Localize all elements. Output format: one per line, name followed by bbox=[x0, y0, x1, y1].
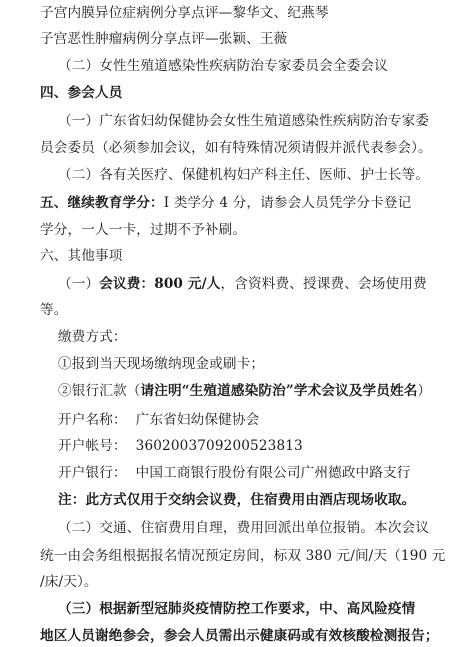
text-segment: ②银行汇款（ bbox=[58, 383, 141, 399]
text-line bbox=[40, 28, 287, 50]
text-line bbox=[40, 245, 122, 267]
text-line bbox=[40, 545, 446, 567]
text-segment: （二）女性生殖道感染性疾病防治专家委员会全委会议 bbox=[58, 58, 388, 74]
text-line bbox=[40, 192, 411, 214]
text-segment: 等。 bbox=[40, 302, 68, 318]
text-segment: 四、参会人员 bbox=[40, 85, 123, 101]
text-segment: 注：此方式仅用于交纳会议费，住宿费用由酒店现场收取。 bbox=[58, 492, 416, 508]
text-segment: （一） bbox=[58, 276, 100, 292]
text-segment: ） bbox=[417, 383, 432, 399]
text-segment: 地区人员谢绝参会，参会人员需出示健康码或有效核酸检测报告； bbox=[40, 628, 439, 644]
text-line bbox=[40, 82, 122, 104]
text-line bbox=[58, 409, 259, 431]
text-segment: ①报到当天现场缴纳现金或刷卡； bbox=[58, 356, 265, 372]
text-line bbox=[58, 273, 427, 295]
text-line bbox=[40, 219, 246, 241]
text-line bbox=[58, 353, 264, 375]
text-segment: 缴费方式： bbox=[58, 329, 127, 345]
text-line bbox=[58, 489, 415, 511]
text-segment: （一）广东省妇幼保健协会女性生殖道感染性疾病防治专家委 bbox=[58, 113, 430, 129]
text-segment: 子宫恶性肿瘤病例分享点评—张颖、王薇 bbox=[40, 31, 288, 47]
text-line bbox=[58, 326, 127, 348]
text-segment: /床/天）。 bbox=[40, 574, 98, 590]
text-line bbox=[40, 137, 432, 159]
text-line bbox=[40, 571, 98, 593]
text-line bbox=[58, 380, 431, 402]
text-line bbox=[40, 625, 439, 647]
text-line bbox=[40, 2, 329, 24]
text-segment: （三）根据新型冠肺炎疫情防控工作要求，中、高风险疫情 bbox=[58, 601, 416, 617]
text-segment: 开户帐号： 3602003709200523813 bbox=[58, 438, 303, 454]
text-segment: （二）各有关医疗、保健机构妇产科主任、医师、护士长等。 bbox=[58, 167, 430, 183]
text-segment: ，含资料费、授课费、会场使用费 bbox=[220, 276, 427, 292]
text-segment: I 类学分 4 分，请参会人员凭学分卡登记 bbox=[163, 195, 412, 211]
text-segment: 子宫内膜异位症病例分享点评—黎华文、纪燕琴 bbox=[40, 5, 329, 21]
text-segment: 开户银行： 中国工商银行股份有限公司广州德政中路支行 bbox=[58, 465, 411, 481]
text-line bbox=[40, 299, 68, 321]
text-line bbox=[58, 164, 429, 186]
text-segment: 统一由会务组根据报名情况预定房间，标双 380 元/间/天（190 元 bbox=[40, 548, 446, 564]
text-segment: 开户名称： 广东省妇幼保健协会 bbox=[58, 412, 260, 428]
text-segment: 六、其他事项 bbox=[40, 248, 123, 264]
text-segment: （二）交通、住宿费用自理，费用回派出单位报销。本次会议 bbox=[58, 520, 430, 536]
text-line bbox=[58, 462, 411, 484]
text-segment: 员会委员（必须参加会议，如有特殊情况须请假并派代表参会）。 bbox=[40, 140, 432, 156]
text-segment: 五、继续教育学分： bbox=[40, 195, 164, 211]
text-segment: 会议费：800 元/人 bbox=[99, 276, 221, 292]
text-line bbox=[58, 598, 415, 620]
text-line bbox=[58, 55, 388, 77]
text-line bbox=[58, 435, 303, 457]
text-segment: 学分，一人一卡，过期不予补刷。 bbox=[40, 222, 247, 238]
text-line bbox=[58, 110, 429, 132]
text-line bbox=[58, 517, 429, 539]
text-segment: 请注明“生殖道感染防治”学术会议及学员姓名 bbox=[140, 383, 418, 399]
